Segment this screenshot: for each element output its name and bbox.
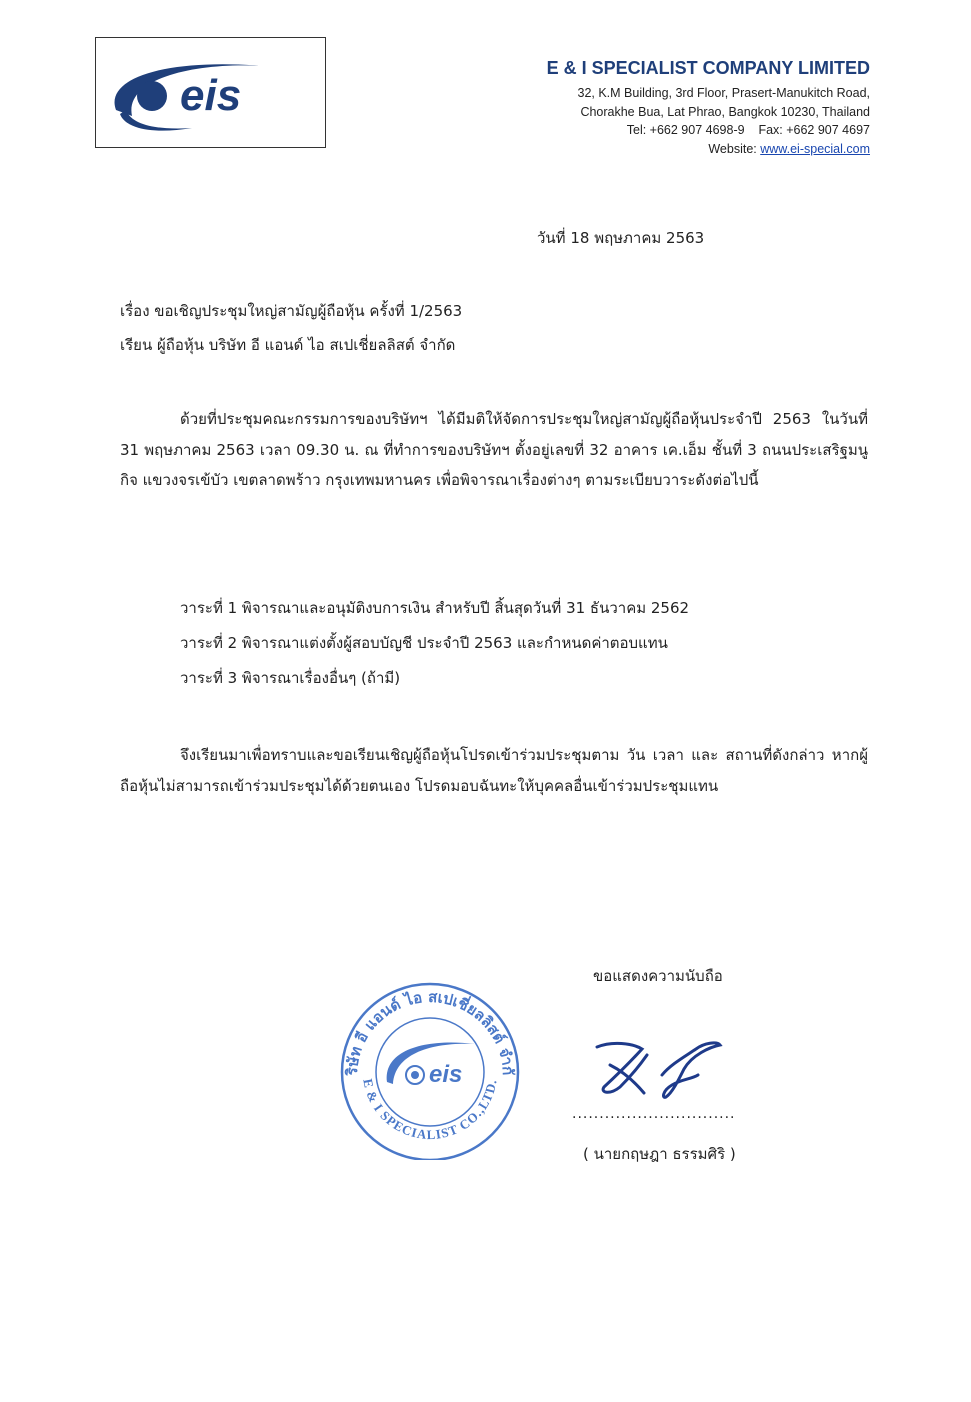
signer-name: ( นายกฤษฎา ธรรมศิริ ): [583, 1145, 736, 1163]
logo-text: eis: [180, 71, 242, 120]
website-label: Website:: [708, 141, 761, 156]
company-address-2: Chorakhe Bua, Lat Phrao, Bangkok 10230, Thailand: [580, 104, 870, 119]
letter-date: วันที่ 18 พฤษภาคม 2563: [537, 229, 705, 247]
company-stamp: [335, 980, 525, 1164]
agenda-item-3: วาระที่ 3 พิจารณาเรื่องอื่นๆ (ถ้ามี): [180, 669, 401, 687]
letter-subject: เรื่อง ขอเชิญประชุมใหญ่สามัญผู้ถือหุ้น ครั้งที่ 1/2563: [120, 302, 463, 320]
company-logo: [95, 37, 326, 148]
stamp-english-text: E & I SPECIALIST CO.,LTD.: [360, 1077, 500, 1143]
company-phone: Tel: +662 907 4698-9 Fax: +662 907 4697: [626, 123, 870, 137]
svg-text:บริษัท อี แอนด์ ไอ สเปเชี่ยลลิ: [335, 980, 517, 1077]
company-header: [547, 58, 870, 158]
closing-text: จึงเรียนมาเพื่อทราบและขอเรียนเชิญผู้ถือหุ้นโปรดเข้าร่วมประชุมตาม วัน เวลา และ สถานที่ดังกล่าว หากผู้ถือหุ้นไม่สามารถเข้าร่วมประชุมได้ด้วยตนเอง โปรดมอบฉันทะให้บุคคลอื่นเข้าร่วมประชุมแทน: [120, 746, 868, 795]
intro-paragraph: [120, 404, 868, 496]
closing-paragraph: [120, 740, 868, 801]
stamp-logo-text: eis: [429, 1061, 463, 1088]
agenda-item-1: วาระที่ 1 พิจารณาและอนุมัติงบการเงิน สำหรับปี สิ้นสุดวันที่ 31 ธันวาคม 2562: [180, 599, 690, 617]
signature-icon: [592, 1035, 727, 1105]
handwritten-signature: [592, 1035, 727, 1109]
signature-line: ..............................: [572, 1106, 736, 1122]
company-website-line: [547, 140, 870, 159]
eis-logo-icon: [96, 38, 327, 149]
letter-recipient: เรียน ผู้ถือหุ้น บริษัท อี แอนด์ ไอ สเปเชี่ยลลิสต์ จำกัด: [120, 336, 456, 354]
company-address-1: 32, K.M Building, 3rd Floor, Prasert-Manukitch Road,: [577, 86, 870, 100]
website-link[interactable]: www.ei-special.com: [760, 141, 870, 156]
agenda-item-2: วาระที่ 2 พิจารณาแต่งตั้งผู้สอบบัญชี ประจำปี 2563 และกำหนดค่าตอบแทน: [180, 634, 668, 652]
company-name: E & I SPECIALIST COMPANY LIMITED: [546, 58, 870, 78]
stamp-thai-text: ริษัท อี แอนด์ ไอ สเปเชี่ยลลิสต์ จำกั: [342, 987, 518, 1076]
sign-off: ขอแสดงความนับถือ: [593, 967, 723, 985]
stamp-seal-icon: [335, 980, 525, 1160]
intro-text: ด้วยที่ประชุมคณะกรรมการของบริษัทฯ ได้มีมติให้จัดการประชุมใหญ่สามัญผู้ถือหุ้นประจำปี 2563 ในวันที่ 31 พฤษภาคม 2563 เวลา 09.30 น. ณ ที่ทำการของบริษัทฯ ตั้งอยู่เลขที่ 32 อาคาร เค.เอ็ม ชั้นที่ 3 ถนนประเสริฐมนูกิจ แขวงจรเข้บัว เขตลาดพร้าว กรุงเทพมหานคร เพื่อพิจารณาเรื่องต่างๆ ตามระเบียบวาระดังต่อไปนี้: [120, 410, 868, 489]
